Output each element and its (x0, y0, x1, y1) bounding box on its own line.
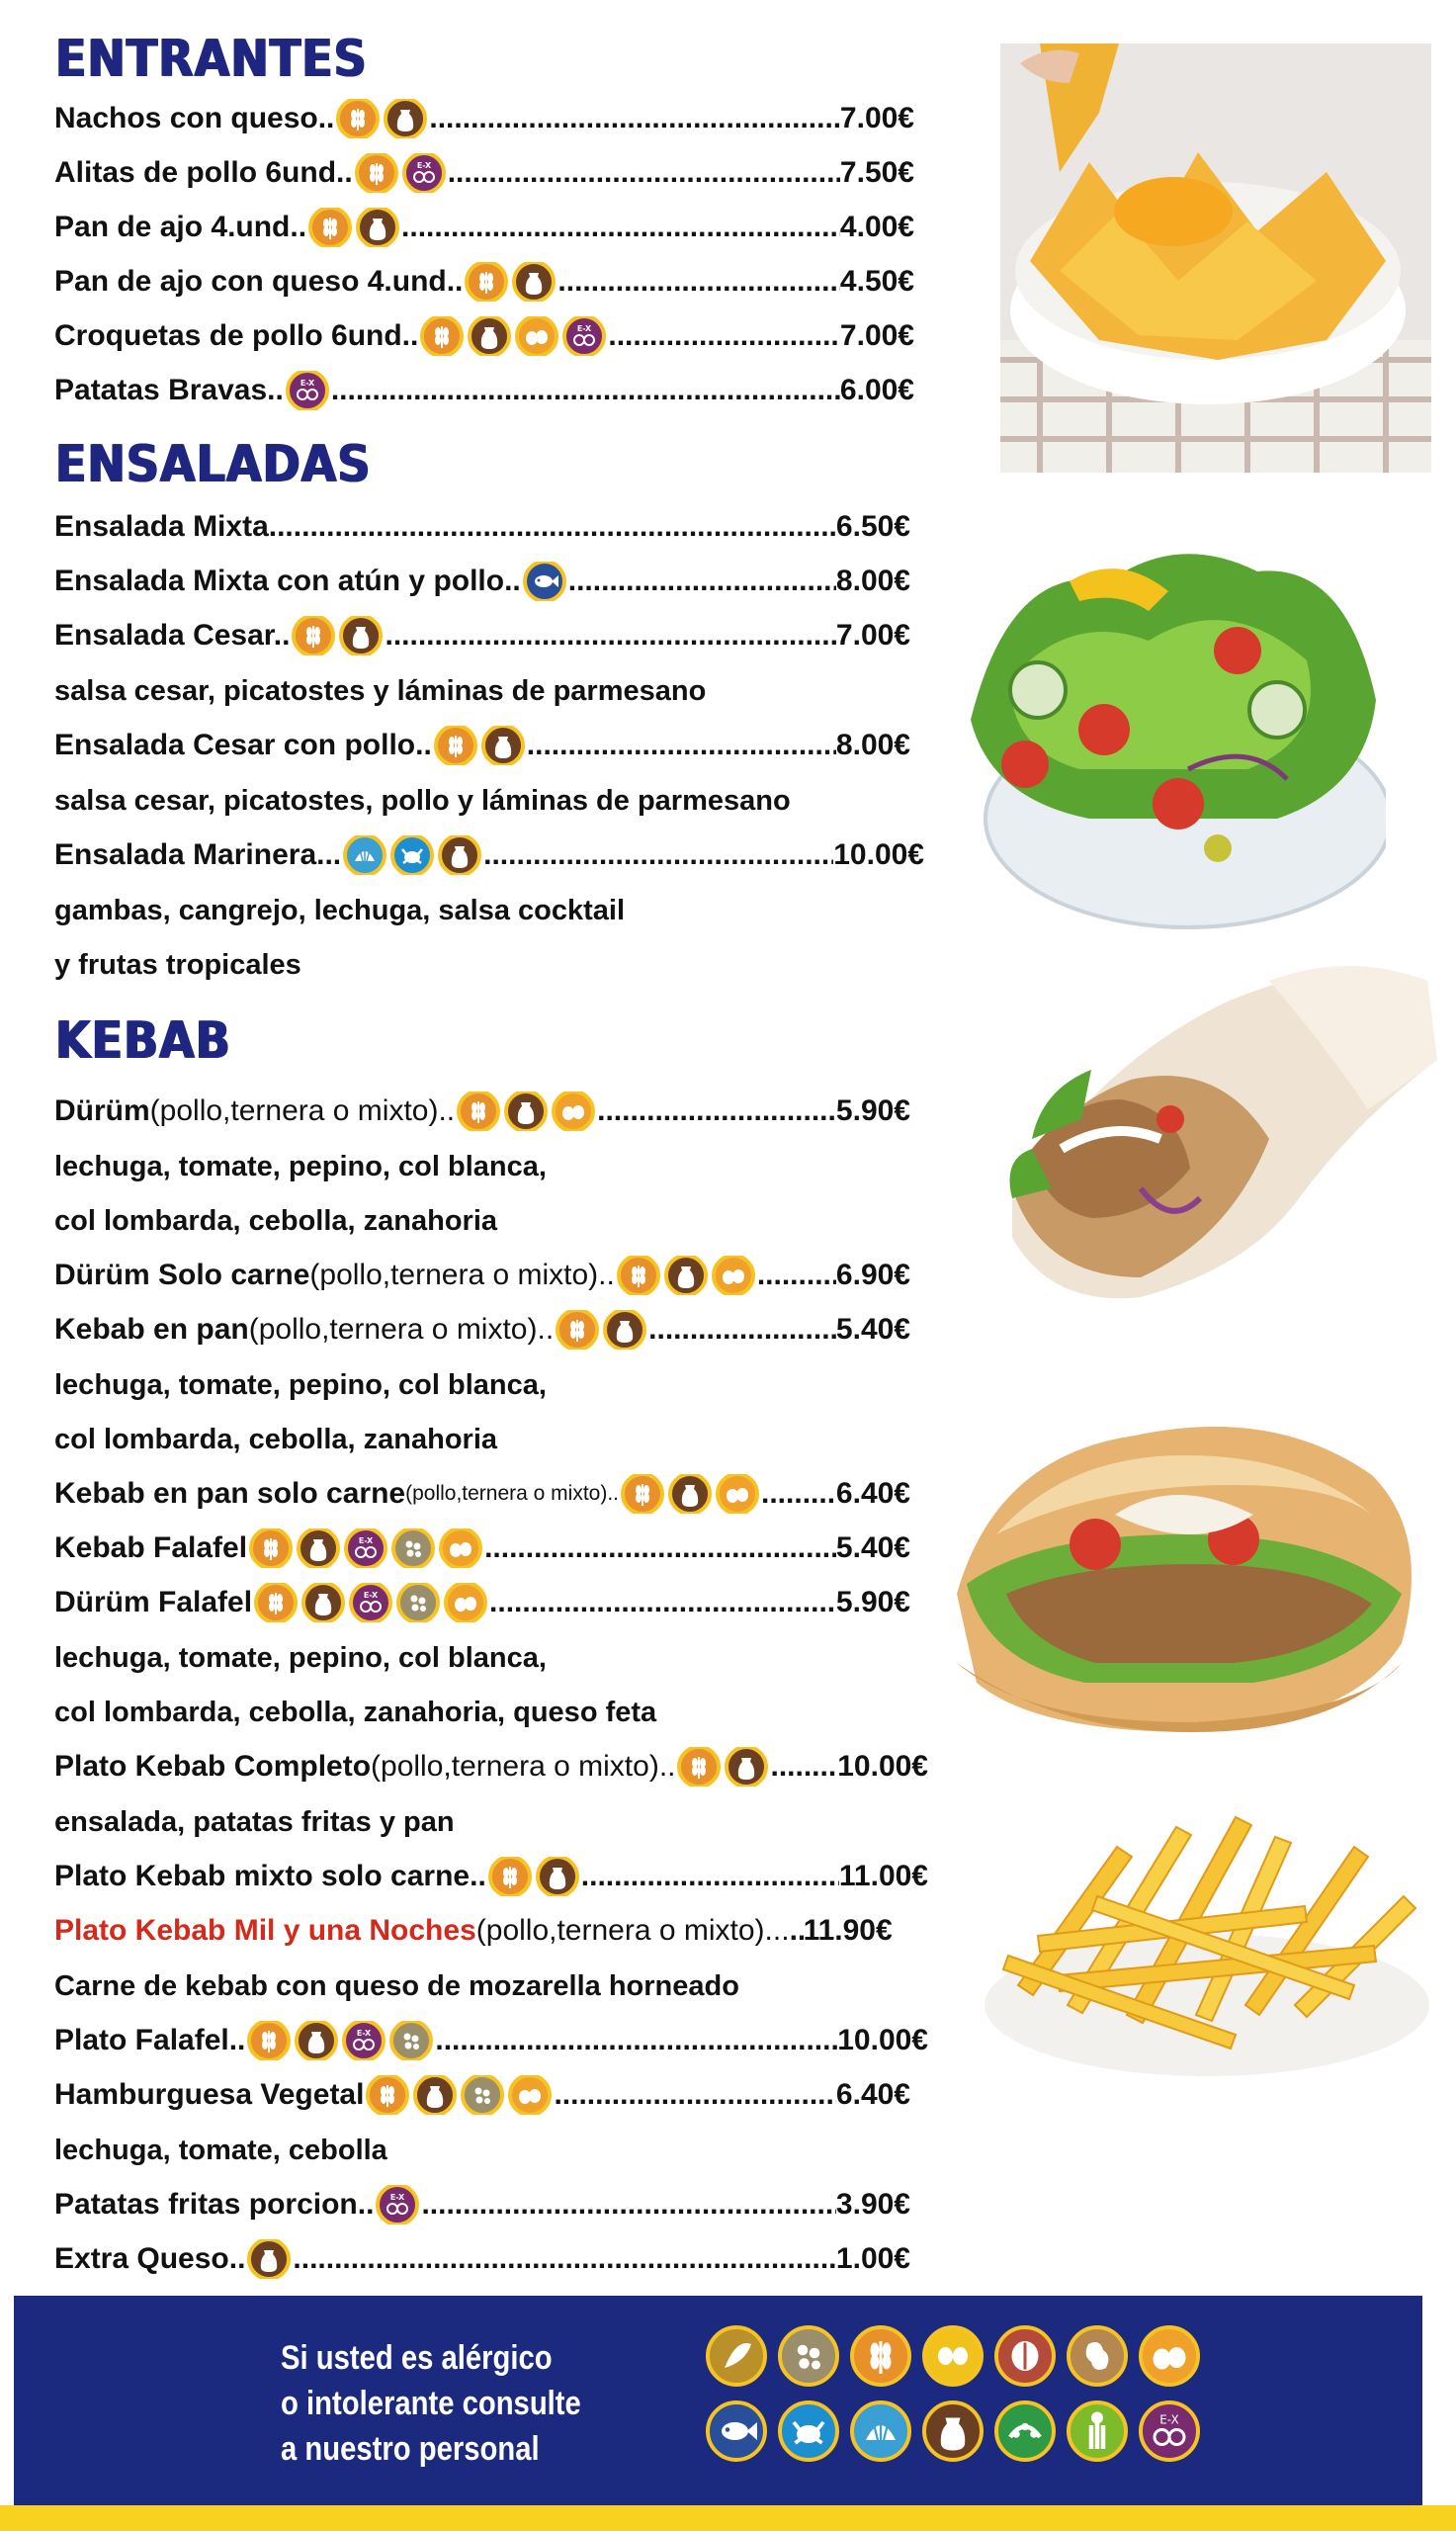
fries-photo (979, 1788, 1435, 2080)
menu-item-extra-queso (54, 2239, 910, 2279)
menu-item-durum-solo-carne (54, 1256, 910, 1295)
item-variant: (pollo,ternera o mixto).. (371, 1750, 676, 1783)
item-name: Plato Kebab Completo (54, 1750, 372, 1783)
item-price: 10.00€ (837, 2024, 928, 2056)
svg-text:E-X: E-X (357, 2029, 372, 2038)
item-name: Pan de ajo con queso 4.und.. (54, 265, 464, 298)
menu-item-plato-kebab-completo (54, 1747, 928, 1787)
item-description: lechuga, tomate, pepino, col blanca, (54, 1642, 547, 1674)
item-variant: (pollo,ternera o mixto).. (248, 1313, 555, 1346)
item-name: Extra Queso.. (54, 2242, 246, 2275)
milk-icon (297, 1528, 340, 1568)
item-price: 7.00€ (835, 619, 910, 652)
item-variant: (pollo,ternera o mixto).. (405, 1482, 620, 1505)
cereals-icon (366, 2075, 409, 2115)
allergen-footer (14, 2296, 1422, 2505)
egg-icon (508, 2075, 552, 2115)
item-price: 6.00€ (839, 374, 914, 406)
milk-icon (468, 316, 511, 356)
allergen-legend (706, 2325, 1210, 2462)
item-price: 7.50€ (839, 156, 914, 189)
cereals-icon (556, 1310, 599, 1350)
item-price: 5.90€ (835, 1094, 910, 1127)
menu-item-kebab-en-pan-solo-carne (54, 1474, 910, 1514)
cereals-icon (420, 316, 464, 356)
menu-item-pan-de-ajo (54, 208, 914, 247)
milk-icon (384, 99, 427, 138)
egg-icon (712, 1256, 755, 1295)
cereals-icon (254, 1583, 298, 1622)
menu-item-ensalada-mixta-atun (54, 562, 910, 601)
item-description: col lombarda, cebolla, zanahoria (54, 1205, 498, 1237)
item-price: 10.00€ (837, 1750, 928, 1783)
sulphites-icon (402, 153, 446, 193)
milk-icon (413, 2075, 457, 2115)
svg-text:E-X: E-X (300, 379, 314, 388)
sulphites-icon (344, 1528, 387, 1568)
sulphites-icon (376, 2185, 419, 2225)
item-price: 11.00€ (838, 1860, 928, 1892)
egg-icon (716, 1474, 759, 1514)
fish-icon (706, 2400, 767, 2462)
item-description: salsa cesar, picatostes, pollo y láminas de parmesano (54, 785, 791, 817)
cereals-icon (677, 1747, 721, 1787)
mustard-icon (461, 2075, 504, 2115)
mustard-icon (778, 2325, 839, 2387)
cereals-icon (465, 262, 508, 302)
menu-item-ensalada-mixta (54, 507, 910, 547)
item-description: lechuga, tomate, pepino, col blanca, (54, 1151, 547, 1182)
item-price: 3.90€ (835, 2188, 910, 2221)
salad-photo (951, 522, 1386, 935)
menu-item-durum (54, 1091, 910, 1131)
item-price: 8.00€ (835, 565, 910, 597)
item-description: Carne de kebab con queso de mozarella horneado (54, 1970, 739, 2002)
item-variant: (pollo,ternera o mixto)... (475, 1914, 790, 1947)
sulphites-icon (1139, 2400, 1200, 2462)
crustaceans-icon (778, 2400, 839, 2462)
allergen-notice-line: o intolerante consulte (281, 2385, 581, 2422)
lupins-icon (994, 2400, 1056, 2462)
milk-icon (725, 1747, 768, 1787)
svg-text:E-X: E-X (363, 1591, 379, 1600)
nuts-icon (994, 2325, 1056, 2387)
menu-item-ensalada-cesar-pollo (54, 726, 910, 765)
menu-item-ensalada-cesar (54, 616, 910, 655)
mustard-icon (391, 1528, 435, 1568)
section-title-kebab: KEBAB (55, 1009, 231, 1071)
item-variant: (pollo,ternera o mixto).. (309, 1259, 615, 1291)
item-description: salsa cesar, picatostes y láminas de parmesano (54, 675, 707, 707)
item-price: 11.90€ (803, 1914, 893, 1947)
item-name: Kebab en pan (54, 1313, 249, 1346)
item-name: Ensalada Marinera... (54, 838, 342, 871)
mustard-icon (389, 2021, 433, 2060)
svg-text:E-X: E-X (577, 324, 592, 333)
nachos-photo (1000, 44, 1431, 473)
menu-item-alitas (54, 153, 914, 193)
cereals-icon (336, 99, 380, 138)
peanuts-icon (1067, 2325, 1128, 2387)
item-name: Dürüm Falafel (54, 1586, 253, 1618)
item-description: y frutas tropicales (54, 949, 301, 981)
item-description: ensalada, patatas fritas y pan (54, 1806, 455, 1838)
menu-item-nachos (54, 99, 914, 138)
svg-text:E-X: E-X (1159, 2412, 1179, 2427)
menu-item-durum-falafel (54, 1583, 910, 1622)
milk-icon (512, 262, 556, 302)
fish-icon (523, 562, 566, 601)
item-price: 7.00€ (839, 102, 914, 134)
menu-item-croquetas (54, 316, 914, 356)
item-variant: (pollo,ternera o mixto).. (149, 1094, 456, 1127)
item-name: Dürüm Solo carne (54, 1259, 310, 1291)
item-price: 1.00€ (835, 2242, 910, 2275)
milk-icon (356, 208, 399, 247)
durum-photo (973, 941, 1437, 1337)
item-name: Ensalada Cesar con pollo.. (54, 729, 432, 761)
milk-icon (295, 2021, 338, 2060)
item-price: 7.00€ (839, 319, 914, 352)
svg-text:E-X: E-X (390, 2193, 405, 2202)
menu-item-kebab-en-pan (54, 1310, 910, 1350)
cereals-icon (355, 153, 398, 193)
item-price: 6.40€ (835, 2078, 910, 2111)
molluscs-icon (850, 2400, 911, 2462)
sulphites-icon (349, 1583, 392, 1622)
item-price: 5.40€ (835, 1531, 910, 1564)
item-description: lechuga, tomate, pepino, col blanca, (54, 1369, 547, 1401)
milk-icon (339, 616, 383, 655)
molluscs-icon (343, 835, 386, 875)
item-name: Nachos con queso.. (54, 102, 335, 134)
milk-icon (301, 1583, 345, 1622)
cereals-icon (434, 726, 477, 765)
cereals-icon (617, 1256, 660, 1295)
egg-icon (444, 1583, 487, 1622)
item-price: 5.90€ (835, 1586, 910, 1618)
menu-item-plato-mil-y-una-noches (54, 1911, 928, 1951)
egg-icon (515, 316, 558, 356)
item-name: Patatas Bravas.. (54, 374, 284, 406)
svg-text:E-X: E-X (416, 161, 431, 170)
sulphites-icon (562, 316, 606, 356)
item-price: 6.40€ (835, 1477, 910, 1510)
crustaceans-icon (390, 835, 434, 875)
svg-text:E-X: E-X (358, 1536, 374, 1545)
milk-icon (504, 1091, 548, 1131)
menu-item-pan-de-ajo-queso (54, 262, 914, 302)
item-name: Hamburguesa Vegetal (54, 2078, 365, 2111)
milk-icon (668, 1474, 712, 1514)
allergen-notice-line: Si usted es alérgico (281, 2339, 553, 2377)
item-name: Kebab en pan solo carne (54, 1477, 406, 1510)
item-name: Plato Kebab Mil y una Noches (54, 1914, 476, 1947)
item-name: Patatas fritas porcion.. (54, 2188, 375, 2221)
item-price: 4.50€ (839, 265, 914, 298)
menu-item-kebab-falafel (54, 1528, 910, 1568)
egg-icon (552, 1091, 595, 1131)
sulphites-icon (342, 2021, 385, 2060)
cereals-icon (292, 616, 335, 655)
menu-item-plato-falafel (54, 2021, 928, 2060)
section-title-entrantes: ENTRANTES (55, 28, 368, 89)
milk-icon (438, 835, 481, 875)
item-name: Alitas de pollo 6und.. (54, 156, 353, 189)
cereals-icon (457, 1091, 500, 1131)
egg-icon (439, 1528, 482, 1568)
item-name: Croquetas de pollo 6und.. (54, 319, 419, 352)
item-name: Plato Kebab mixto solo carne.. (54, 1860, 486, 1892)
bottom-bar (0, 2505, 1456, 2531)
item-price: 5.40€ (835, 1313, 910, 1346)
item-price: 10.00€ (833, 838, 924, 871)
milk-icon (664, 1256, 708, 1295)
item-price: 4.00€ (839, 211, 914, 243)
item-name: Pan de ajo 4.und.. (54, 211, 307, 243)
menu-item-plato-kebab-mixto (54, 1857, 928, 1896)
menu-item-hamburguesa-vegetal (54, 2075, 910, 2115)
sesame-icon (706, 2325, 767, 2387)
item-price: 6.50€ (835, 510, 910, 543)
allergen-notice-line: a nuestro personal (281, 2430, 540, 2468)
item-name: Plato Falafel.. (54, 2024, 246, 2056)
item-price: 8.00€ (835, 729, 910, 761)
milk-icon (603, 1310, 646, 1350)
item-description: col lombarda, cebolla, zanahoria (54, 1424, 498, 1455)
section-title-ensaladas: ENSALADAS (55, 433, 372, 494)
cereals-icon (247, 2021, 291, 2060)
cereals-icon (249, 1528, 293, 1568)
milk-icon (481, 726, 525, 765)
kebab-bread-photo (937, 1396, 1431, 1740)
milk-icon (922, 2400, 984, 2462)
item-description: col lombarda, cebolla, zanahoria, queso feta (54, 1697, 657, 1728)
soy-icon (922, 2325, 984, 2387)
menu-item-ensalada-marinera (54, 835, 924, 875)
cereals-icon (850, 2325, 911, 2387)
item-description: gambas, cangrejo, lechuga, salsa cocktail (54, 895, 626, 926)
menu-item-patatas-bravas (54, 371, 914, 410)
allergen-notice (281, 2335, 587, 2472)
item-price: 6.90€ (835, 1259, 910, 1291)
item-description: lechuga, tomate, cebolla (54, 2135, 387, 2166)
mustard-icon (396, 1583, 440, 1622)
celery-icon (1067, 2400, 1128, 2462)
cereals-icon (488, 1857, 532, 1896)
item-name: Ensalada Cesar.. (54, 619, 291, 652)
sulphites-icon (286, 371, 329, 410)
item-name: Ensalada Mixta con atún y pollo.. (54, 565, 521, 597)
cereals-icon (308, 208, 352, 247)
milk-icon (247, 2239, 291, 2279)
cereals-icon (621, 1474, 664, 1514)
menu-item-patatas-fritas-porcion (54, 2185, 910, 2225)
item-name: Ensalada Mixta (54, 510, 269, 543)
milk-icon (536, 1857, 579, 1896)
egg-icon (1139, 2325, 1200, 2387)
item-name: Dürüm (54, 1094, 150, 1127)
item-name: Kebab Falafel (54, 1531, 248, 1564)
